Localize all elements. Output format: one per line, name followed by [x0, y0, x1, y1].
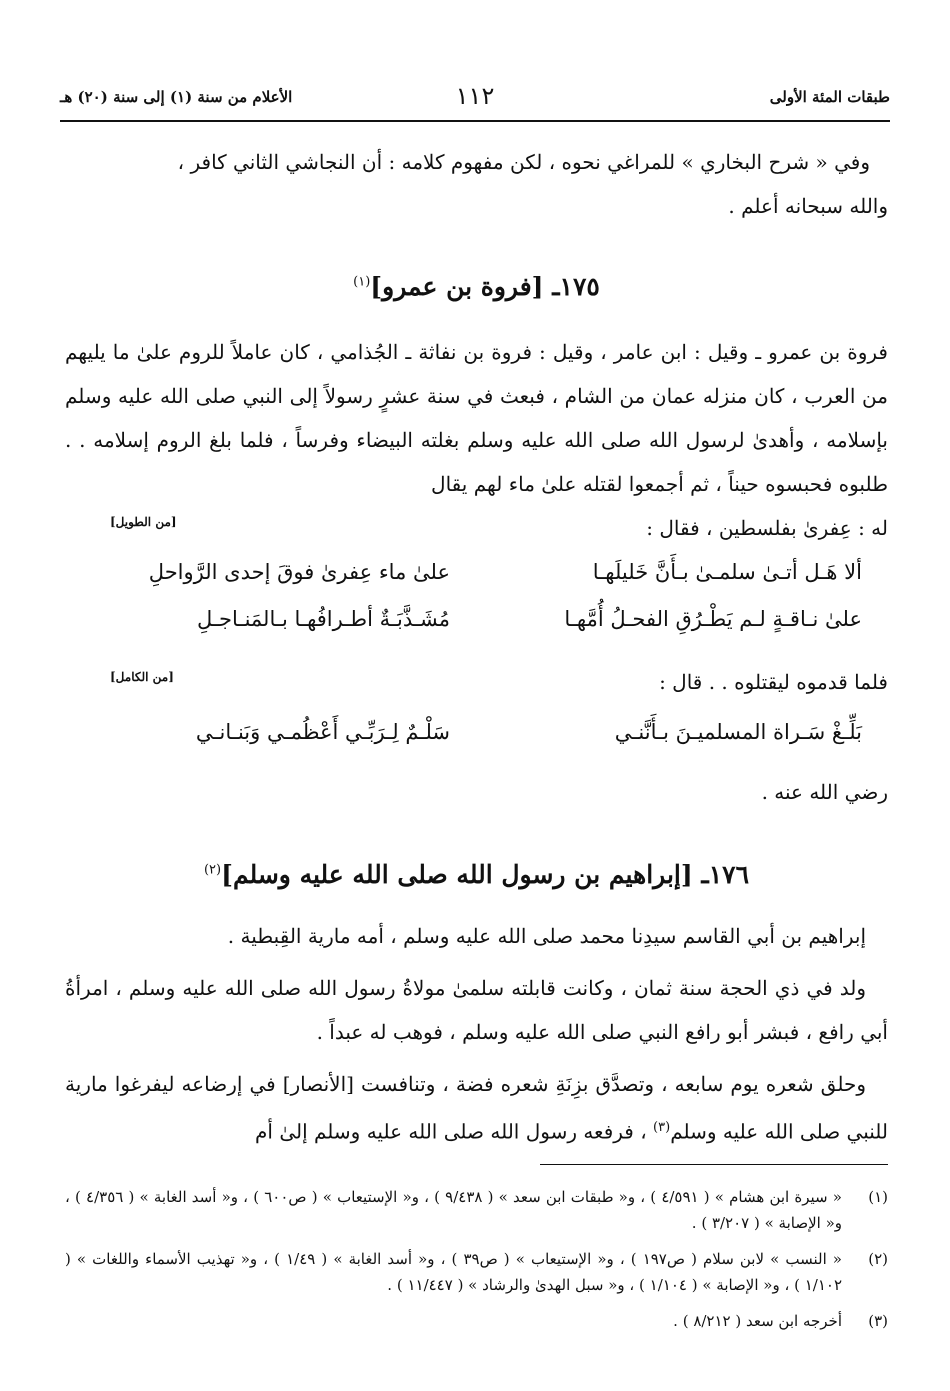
footnote-3-number: (٣) — [868, 1312, 888, 1330]
footnote-1-number: (١) — [868, 1188, 888, 1206]
meter-label-kamil: [من الكامل] — [110, 670, 174, 684]
page-number: ١١٢ — [455, 82, 495, 110]
intro-paragraph — [65, 140, 888, 228]
verse-2-first-hemistich: علىٰ نـاقـةٍ لـم يَطْـرُقِ الفحـلُ أُمَّهـا — [564, 607, 862, 631]
intro-line-1: وفي « شرح البخاري » للمراغي نحوه ، لكن مفهوم كلامه : أن النجاشي الثاني كافر ، — [177, 150, 870, 174]
entry-176-p3-part-1: وحلق شعره يوم سابعه ، وتصدَّق بزِنَةِ شعره فضة ، وتنافست [الأنصار] في إرضاعه ليفرغوا مارية للنبي صلى الله عليه وسلم — [65, 1072, 888, 1144]
entry-176-title: ١٧٦ـ [إبراهيم بن رسول الله صلى الله عليه وسلم] — [221, 860, 750, 889]
entry-175-body: فروة بن عمرو ـ وقيل : ابن عامر ، وقيل : فروة بن نفاثة ـ الجُذامي ، كان عاملاً للروم علىٰ ما يليهم من العرب ، كان منزله عمان من الشام ، فبعث في سنة عشرٍ رسولاً إلى النبي صلى الله عليه وسلم بإسلامه ، وأهدىٰ لرسول الله صلى الله عليه وسلم بغلته البيضاء وفرساً ، فلما بلغ الروم إسلامه . . طلبوه فحبسوه حيناً ، ثم أجمعوا لقتله علىٰ ماء لهم يقال — [65, 340, 888, 496]
entry-175-title: ١٧٥ـ [فروة بن عمرو] — [370, 272, 600, 301]
entry-176-heading — [65, 860, 888, 889]
header-divider — [60, 120, 890, 122]
footnote-ref-3: (٣) — [653, 1120, 671, 1135]
book-title: طبقات المئة الأولى — [769, 88, 890, 106]
footnote-2-number: (٢) — [868, 1250, 888, 1268]
intro-line-2: والله سبحانه أعلم . — [728, 194, 888, 218]
verse-2 — [90, 607, 862, 647]
verse-3-second-hemistich: سَلْـمٌ لِـرَبِّـي أَعْظُمـي وَبَنـانـي — [195, 720, 450, 744]
verse-1-second-hemistich: علىٰ ماء عِفرىٰ فوقَ إحدى الرَّواحلِ — [148, 560, 450, 584]
entry-175-heading — [65, 272, 888, 301]
verse-1 — [90, 560, 862, 600]
footnote-1 — [65, 1184, 888, 1236]
footnote-2 — [65, 1246, 888, 1298]
footnote-3 — [65, 1308, 888, 1334]
footnote-3-text: أخرجه ابن سعد ( ٨/٢١٢ ) . — [673, 1312, 842, 1330]
section-title: الأعلام من سنة (١) إلى سنة (٢٠) هـ — [60, 88, 293, 106]
entry-176-paragraph-3 — [65, 1062, 888, 1154]
entry-176-paragraph-1: إبراهيم بن أبي القاسم سيدِنا محمد صلى الله عليه وسلم ، أمه مارية القِبطية . — [227, 924, 866, 948]
footnote-ref-2: (٢) — [203, 862, 222, 878]
entry-176-paragraph-2: ولد في ذي الحجة سنة ثمان ، وكانت قابلته سلمىٰ مولاةُ رسول الله صلى الله عليه وسلم ، امرأةُ أبي رافع ، فبشر أبو رافع النبي صلى الله عليه وسلم ، فوهب له عبداً . — [65, 976, 888, 1044]
verse-1-first-hemistich: ألا هَـل أتـىٰ سلمـىٰ بـأَنَّ خَليلَهـا — [592, 560, 862, 584]
entry-176-p3-part-2: ، فرفعه رسول الله صلى الله عليه وسلم إلىٰ أم — [255, 1119, 654, 1144]
entry-175-then: فلما قدموه ليقتلوه . . قال : — [659, 670, 888, 694]
footnote-2-text: « النسب » لابن سلام ( ص١٩٧ ) ، و« الإستيعاب » ( ص٣٩ ) ، و« أسد الغابة » ( ١/٤٩ ) ، و« تهذيب الأسماء واللغات » ( ١/١٠٢ ) ، و« الإصابة » ( ١/١٠٤ ) ، و« سبل الهدىٰ والرشاد » ( ١١/٤٤٧ ) . — [65, 1250, 842, 1294]
verse-2-second-hemistich: مُشَـذَّبَـةٌ أطـرافُهـا بـالمَنـاجـلِ — [196, 607, 450, 631]
verse-3-first-hemistich: بَلِّـغْ سَـراة المسلميـنَ بـأَنَّنـي — [614, 720, 862, 744]
verse-3 — [90, 720, 862, 760]
footnote-divider — [540, 1164, 888, 1165]
footnote-ref-1: (١) — [353, 274, 371, 290]
entry-175-closing: رضي الله عنه . — [761, 780, 888, 804]
entry-175-poem-intro: له : عِفرىٰ بفلسطين ، فقال : — [646, 516, 888, 540]
running-header — [60, 82, 890, 118]
footnote-1-text: « سيرة ابن هشام » ( ٤/٥٩١ ) ، و« طبقات ابن سعد » ( ٩/٤٣٨ ) ، و« الإستيعاب » ( ص٦٠٠ ) ، و« أسد الغابة » ( ٤/٣٥٦ ) ، و« الإصابة » ( ٣/٢٠٧ ) . — [65, 1188, 842, 1232]
meter-label-tawil: [من الطويل] — [110, 515, 177, 529]
